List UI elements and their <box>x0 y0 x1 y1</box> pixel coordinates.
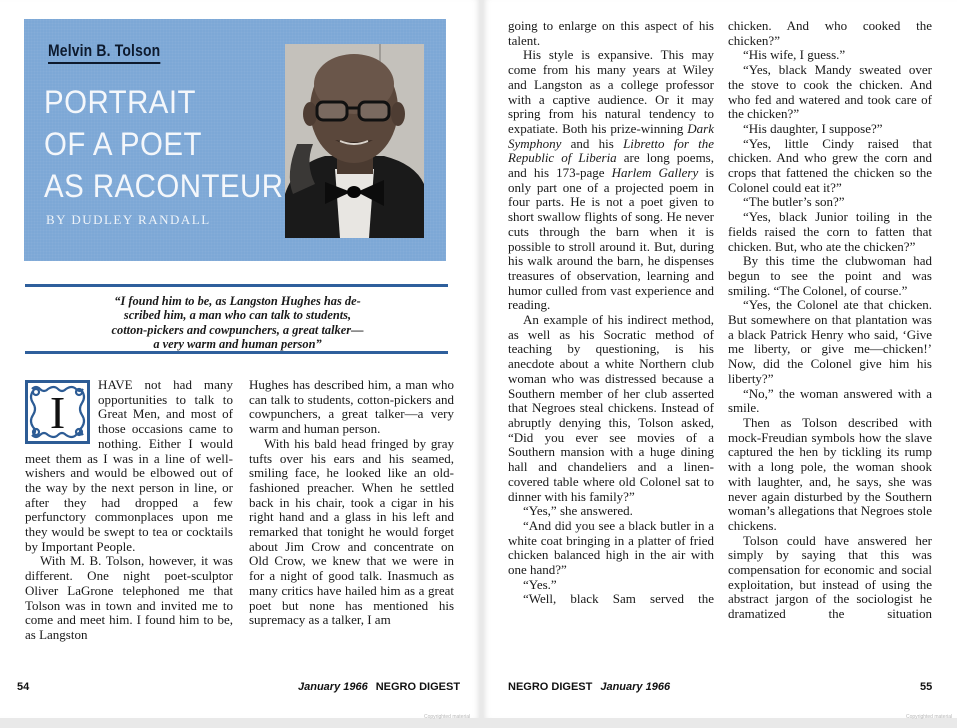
body-paragraph: “Well, black Sam served the <box>523 591 714 607</box>
footer-magazine-name: NEGRO DIGEST <box>508 681 593 693</box>
body-paragraph: With M. B. Tolson, however, it was different. One night poet-sculptor Oliver LaGrone telephoned me that Tolson was in town and invited me to come and meet him. I found him to be, as Langston <box>25 553 233 642</box>
article-header <box>24 19 446 261</box>
body-paragraph: Tolson could have answered her simply by saying that this was compensation for economic and social exploitation, but instead of using the abstract jargon of the sociologist he dramatized the situation <box>728 532 932 622</box>
body-paragraph: Hughes has described him, a man who can talk to students, cotton-pickers and cowpunchers, a great talker—a very warm and human person. <box>249 377 454 437</box>
body-paragraph: His style is expansive. This may come from his many years at Wiley and Langston as a college professor with a captive audience. Or it may spring from his natural tendency to expatiate. Both his prize-winning Dark Symphony and his Libretto for the Republic of Liberia are long poems, and his 173-page Harlem Gallery is only part one of a projected poem in four parts. He is not a poet given to short swallow flights of song. He never cuts through the barn when it is possible to stroll around it. But, during his walk around the barn, he dispenses treasures of observation, learning and humor culled from vast experience and reading. <box>508 47 715 313</box>
pull-quote-bottom-rule <box>25 351 448 354</box>
left-column-2 <box>249 378 454 628</box>
article-title <box>44 81 283 207</box>
body-paragraph: An example of his indirect method, as well as his Socratic method of teaching by questioning, is his anecdote about a white Northern club woman who was distressed because a Southern member of her club asserted that Negroes steal chickens. Instead of abruptly denying this, Tolson asked, “Did you ever see movies of a Southern mansion with a huge dining hall and chandeliers and a linen-covered table where old Colonel sat to dinner with his family?” <box>508 312 714 504</box>
footer-magazine-name: NEGRO DIGEST <box>375 681 461 693</box>
footer-left-running-head <box>298 681 460 693</box>
left-page <box>0 0 480 718</box>
left-column-1 <box>25 378 233 643</box>
poem-title: Dark Symphony <box>508 120 714 151</box>
pull-quote-line: cotton-pickers and cowpunchers, a great talker— <box>111 322 364 337</box>
right-column-1 <box>508 19 714 607</box>
pull-quote-top-rule <box>25 284 448 287</box>
portrait-illustration <box>285 44 424 238</box>
body-paragraph: “Yes,” she answered. <box>523 503 633 519</box>
body-paragraph: “His daughter, I suppose?” <box>743 120 883 136</box>
poem-title: Harlem Gallery <box>611 165 699 181</box>
footer-issue-date: January 1966 <box>298 681 368 693</box>
right-column-2 <box>728 19 932 622</box>
body-paragraph: “Yes, black Junior toiling in the fields raised the corn to fatten that chicken. But, who ate the chicken?” <box>728 209 932 254</box>
poem-title: Libretto for the Republic of Liberia <box>508 135 714 166</box>
ornamental-drop-cap <box>25 380 90 444</box>
body-paragraph: “Yes, little Cindy raised that chicken. And who grew the corn and crops that fattened the chicken so the Colonel could eat it?” <box>728 135 932 195</box>
body-paragraph: “His wife, I guess.” <box>743 47 846 63</box>
pull-quote-line: “I found him to be, as Langston Hughes has de- <box>114 294 361 308</box>
body-paragraph: chicken. And who cooked the chicken?” <box>728 18 932 48</box>
body-paragraph: “And did you see a black butler in a white coat bringing in a platter of fried chicken balanced high in the air with one hand?” <box>508 517 714 578</box>
body-paragraph: With his bald head fringed by gray tufts over his ears and his seamed, smiling face, he looked like an old-fashioned preacher. When he settled back in his chair, took a cigar in his right hand and a glass in his left and remarked that tonight he would forget about Jim Crow and concentrate on Old Crow, we knew that we were in for a night of good talk. Inasmuch as many critics have hailed him as a great poet but none has mentioned his supremacy as a talker, I am <box>249 435 454 628</box>
body-paragraph: “Yes.” <box>523 576 557 592</box>
copyright-watermark: Copyrighted material <box>424 714 471 720</box>
body-paragraph: “Yes, black Mandy sweated over the stove to cook the chicken. And who fed and watered and took care of the chicken?” <box>728 62 932 122</box>
title-line: OF A POET <box>44 126 202 162</box>
body-paragraph: “Yes, the Colonel ate that chicken. But somewhere on that plantation was a black Patrick Henry who said, ‘Give me liberty, or give me—chicken!’ Now, did the Colonel give him his liberty?” <box>728 297 932 386</box>
body-paragraph: By this time the clubwoman had begun to see the point and was smiling. “The Colonel, of course.” <box>728 253 932 298</box>
title-line: AS RACONTEUR <box>44 168 284 204</box>
drop-cap-letter: I <box>49 387 66 438</box>
title-line: PORTRAIT <box>44 84 196 120</box>
author-portrait-photo <box>285 44 424 238</box>
footer-issue-date: January 1966 <box>600 681 671 693</box>
body-paragraph: Then as Tolson described with mock-Freudian symbols how the slave captured the hen by tickling its rump with a long pole, the woman shook with laughter, and, he says, she was never again disturbed by the Southern woman’s allegations that Negroes stole chickens. <box>728 414 932 533</box>
body-paragraph: “No,” the woman answered with a smile. <box>728 385 932 416</box>
body-paragraph: going to enlarge on this aspect of his talent. <box>508 18 714 48</box>
pull-quote <box>60 294 415 351</box>
pull-quote-line: a very warm and human person” <box>153 336 322 351</box>
pull-quote-line: scribed him, a man who can talk to students, <box>123 308 352 323</box>
body-paragraph: HAVE not had many opportunities to talk to Great Men, and most of those occasions came to nothing. Either I would meet them as I was in a line of well-wishers and would be elbowed out of the way by the next person in line, or after they had dropped a few perfunctory commonplaces upon me they would be swept to tea or cocktails by Important People. <box>25 377 233 554</box>
page-number-right: 55 <box>920 681 933 693</box>
right-page <box>483 0 957 718</box>
kicker-subject-name: Melvin B. Tolson <box>48 41 160 64</box>
byline: BY DUDLEY RANDALL <box>46 212 211 227</box>
copyright-watermark: Copyrighted material <box>906 714 953 720</box>
body-paragraph: “The butler’s son?” <box>743 194 845 210</box>
page-number-left: 54 <box>17 681 30 693</box>
footer-right-running-head <box>508 681 678 693</box>
